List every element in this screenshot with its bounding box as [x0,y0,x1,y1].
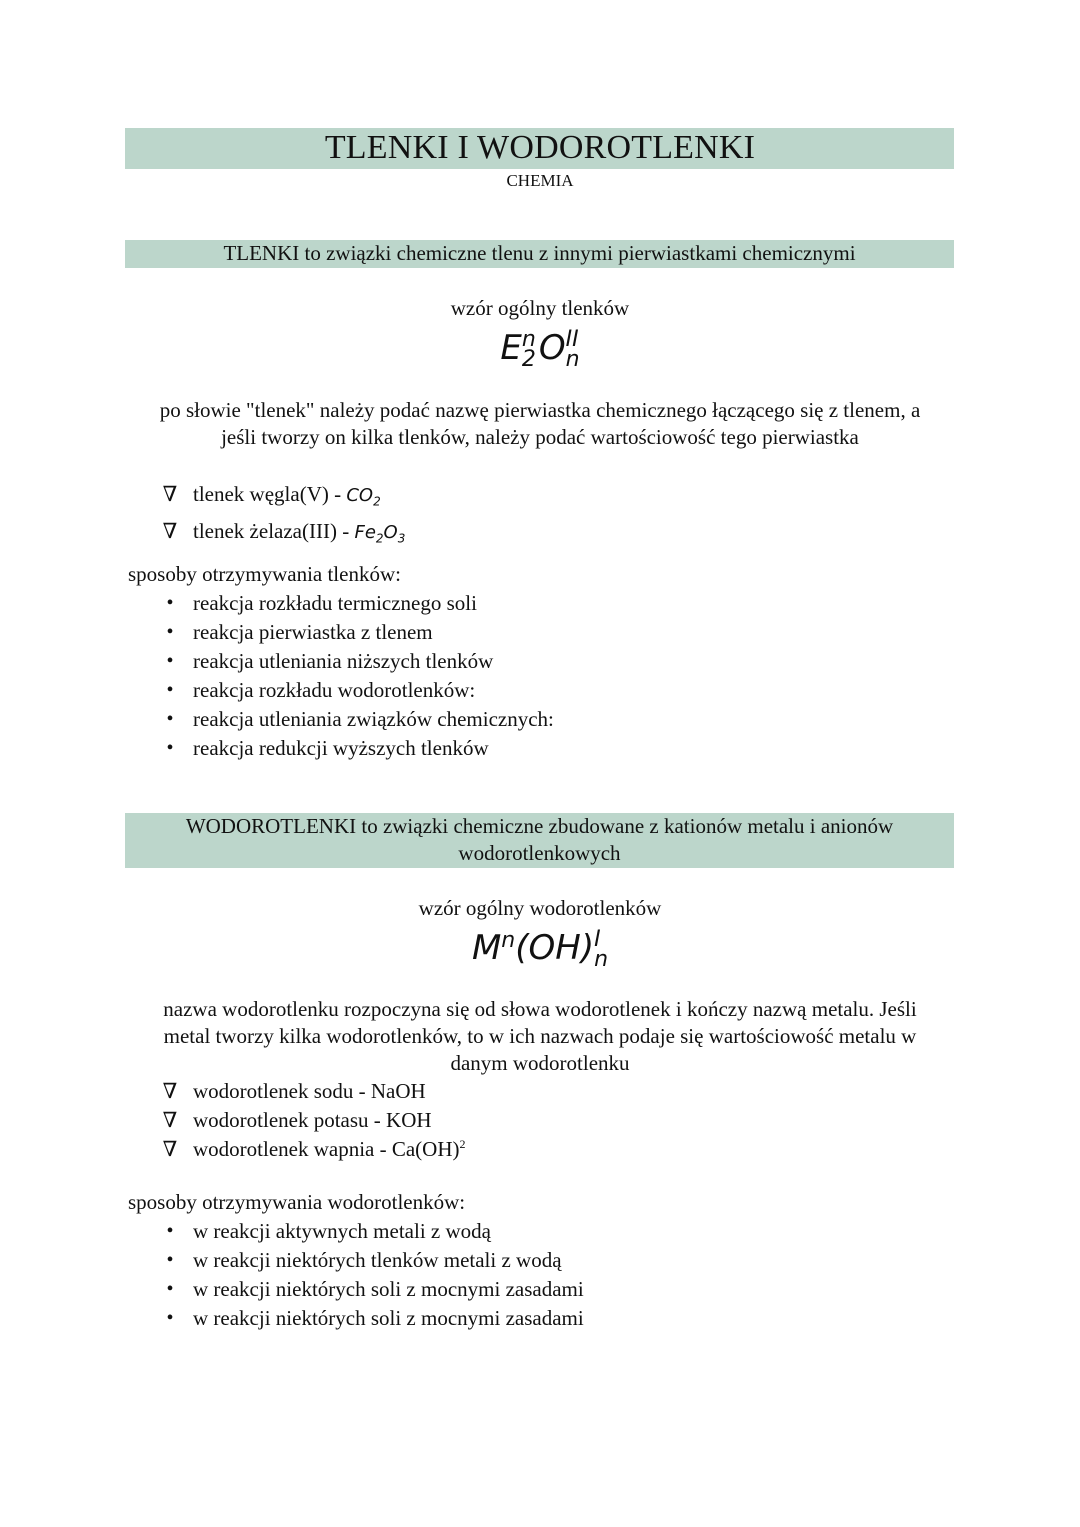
example-text: tlenek węgla(V) - [193,482,347,506]
oxides-examples-list [160,480,405,553]
bullet-icon: • [166,1307,174,1329]
list-item [160,705,554,734]
method-text: reakcja utleniania związków chemicznych: [193,707,554,731]
method-text: w reakcji niektórych soli z mocnymi zasadami [193,1277,584,1301]
formula-oxygen-sup: II [565,326,579,352]
method-text: reakcja rozkładu wodorotlenków: [193,678,476,702]
example-text: wodorotlenek sodu - NaOH [193,1079,426,1103]
formula-metal-sup: n [501,928,516,953]
list-item [160,1135,466,1164]
method-text: reakcja utleniania niższych tlenków [193,649,494,673]
list-item [160,676,554,705]
example-superscript: 2 [459,1137,466,1151]
formula-element-sup: n [521,326,536,352]
oxides-formula-label: wzór ogólny tlenków [450,296,630,320]
formula-oxygen-indices [565,326,580,372]
formula-group-sup: I [594,926,601,952]
hydroxides-methods-list [160,1217,584,1333]
bullet-icon: • [166,1278,174,1300]
formula-group-sub: n [594,946,609,972]
hydroxides-definition-line1: WODOROTLENKI to związki chemiczne zbudowane z kationów metalu i anionów [185,814,894,838]
method-text: reakcja pierwiastka z tlenem [193,620,433,644]
oxides-naming-rule: po słowie "tlenek" należy podać nazwę pierwiastka chemicznego łączącego się z tlenem, a jeśli tworzy on kilka tlenków, należy podać wartościowość tego pierwiastka [159,398,921,449]
list-item [160,647,554,676]
triangle-bullet-icon: ∇ [162,1079,178,1103]
list-item [160,1077,466,1106]
method-text: w reakcji niektórych tlenków metali z wodą [193,1248,562,1272]
hydroxides-general-formula [0,928,1080,970]
hydroxides-naming-rule: nazwa wodorotlenku rozpoczyna się od słowa wodorotlenek i kończy nazwą metalu. Jeśli metal tworzy kilka wodorotlenków, to w ich nazwach podaje się wartościowość metalu w danym wodorotlenku [163,997,917,1075]
formula-group: (OH) [515,928,595,968]
bullet-icon: • [166,1220,174,1242]
formula-oxygen: O [538,328,566,368]
bullet-icon: • [166,708,174,730]
bullet-icon: • [166,650,174,672]
triangle-bullet-icon: ∇ [162,518,178,543]
hydroxides-formula-label: wzór ogólny wodorotlenków [418,896,662,920]
oxides-general-formula [0,328,1080,370]
list-item [160,734,554,763]
triangle-bullet-icon: ∇ [162,1137,178,1161]
list-item [160,589,554,618]
method-text: w reakcji niektórych soli z mocnymi zasadami [193,1306,584,1330]
formula-main: CO [346,485,374,506]
formula-sub: 3 [397,531,406,546]
page-title: TLENKI I WODOROTLENKI [324,129,756,166]
method-text: w reakcji aktywnych metali z wodą [193,1219,491,1243]
bullet-icon: • [166,679,174,701]
list-item [160,1217,584,1246]
formula-part: Fe [354,521,376,543]
triangle-bullet-icon: ∇ [162,1108,178,1132]
page-subtitle: CHEMIA [506,171,574,190]
list-item [160,517,405,554]
formula-sub: 2 [373,494,381,509]
bullet-icon: • [166,1249,174,1271]
formula-element-indices [521,326,536,372]
list-item [160,1246,584,1275]
oxides-methods-list [160,589,554,763]
example-text: wodorotlenek wapnia - Ca(OH) [193,1137,460,1161]
hydroxides-definition [125,813,954,868]
oxides-definition: TLENKI to związki chemiczne tlenu z innymi pierwiastkami chemicznymi [125,240,954,268]
bullet-icon: • [166,621,174,643]
example-formula [354,521,406,546]
formula-element-sub: 2 [521,346,536,372]
list-item [160,480,405,517]
formula-element: E [500,328,522,368]
bullet-icon: • [166,592,174,614]
hydroxides-definition-line2: wodorotlenkowych [458,841,621,865]
method-text: reakcja rozkładu termicznego soli [193,591,477,615]
hydroxides-examples-list [160,1077,466,1164]
formula-part: O [383,521,398,543]
example-text: wodorotlenek potasu - KOH [193,1108,432,1132]
formula-group-indices [594,926,609,972]
list-item [160,1106,466,1135]
formula-sub: 2 [375,531,384,546]
example-formula [346,485,381,509]
list-item [160,1304,584,1333]
formula-oxygen-sub: n [565,346,580,372]
list-item [160,1275,584,1304]
method-text: reakcja redukcji wyższych tlenków [193,736,489,760]
triangle-bullet-icon: ∇ [162,482,178,506]
bullet-icon: • [166,737,174,759]
formula-metal: M [471,928,502,968]
oxides-methods-heading: sposoby otrzymywania tlenków: [128,562,401,586]
example-text: tlenek żelaza(III) - [193,518,355,543]
list-item [160,618,554,647]
hydroxides-methods-heading: sposoby otrzymywania wodorotlenków: [128,1190,466,1214]
